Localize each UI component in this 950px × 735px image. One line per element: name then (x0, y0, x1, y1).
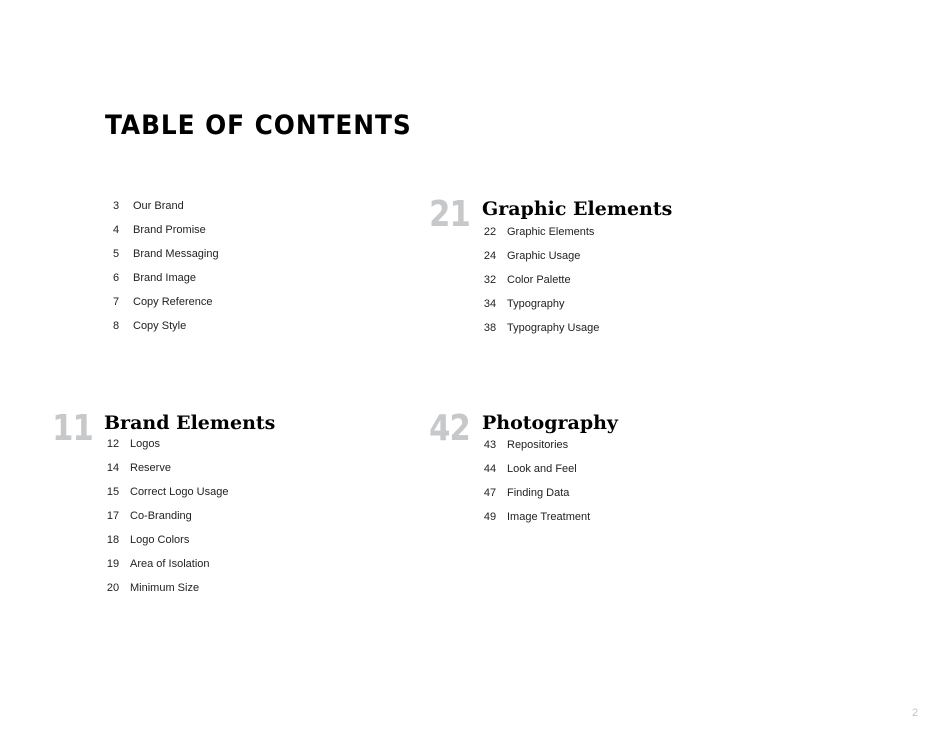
toc-page-number: 44 (483, 463, 497, 475)
toc-entry[interactable] (96, 480, 228, 504)
toc-page-number: 47 (483, 487, 497, 499)
intro-entries (99, 194, 219, 338)
section-number-graphic: 21 (429, 194, 470, 235)
toc-entry-label: Brand Image (133, 272, 196, 284)
photo-entries (473, 433, 590, 529)
toc-page-number: 43 (483, 439, 497, 451)
toc-entry-label: Logos (130, 438, 160, 450)
toc-page-number: 20 (106, 582, 120, 594)
toc-entry[interactable] (473, 481, 590, 505)
toc-entry-label: Co-Branding (130, 510, 192, 522)
toc-page-number: 34 (483, 298, 497, 310)
toc-entry[interactable] (473, 292, 599, 316)
toc-entry-label: Brand Promise (133, 224, 206, 236)
toc-entry-label: Typography (507, 298, 565, 310)
toc-page-number: 3 (112, 200, 120, 212)
toc-entry-label: Minimum Size (130, 582, 200, 594)
toc-page-number: 4 (112, 224, 120, 236)
toc-entry-label: Color Palette (507, 274, 571, 286)
toc-page-number: 8 (112, 320, 120, 332)
toc-page-number: 17 (106, 510, 120, 522)
toc-entry-label: Correct Logo Usage (130, 486, 229, 498)
toc-entry[interactable] (473, 457, 590, 481)
toc-page-number: 22 (483, 226, 497, 238)
toc-entry[interactable] (473, 433, 590, 457)
toc-entry[interactable] (99, 266, 219, 290)
toc-page-number: 19 (106, 558, 120, 570)
toc-page-number: 5 (112, 248, 120, 260)
toc-entry[interactable] (96, 456, 228, 480)
toc-page-number: 15 (106, 486, 120, 498)
toc-entry-label: Image Treatment (507, 511, 591, 523)
toc-page-number: 49 (483, 511, 497, 523)
toc-entry[interactable] (96, 432, 228, 456)
toc-entry[interactable] (473, 220, 599, 244)
toc-entry[interactable] (473, 505, 590, 529)
toc-entry[interactable] (99, 314, 219, 338)
toc-entry[interactable] (99, 242, 219, 266)
toc-entry[interactable] (96, 576, 228, 600)
section-title-brand: Brand Elements (104, 412, 276, 434)
toc-page-number: 12 (106, 438, 120, 450)
page-number: 2 (912, 707, 919, 719)
section-number-photo: 42 (429, 408, 470, 449)
toc-entry-label: Look and Feel (507, 463, 577, 475)
toc-entry[interactable] (99, 194, 219, 218)
toc-entry[interactable] (96, 552, 228, 576)
toc-entry-label: Graphic Elements (507, 226, 595, 238)
toc-entry-label: Graphic Usage (507, 250, 581, 262)
graphic-entries (473, 220, 599, 340)
toc-entry-label: Copy Style (133, 320, 187, 332)
toc-page-number: 18 (106, 534, 120, 546)
section-title-photo: Photography (482, 412, 618, 434)
toc-entry[interactable] (473, 268, 599, 292)
toc-entry-label: Brand Messaging (133, 248, 219, 260)
toc-entry-label: Finding Data (507, 487, 570, 499)
toc-entry[interactable] (473, 244, 599, 268)
toc-entry[interactable] (96, 528, 228, 552)
toc-entry[interactable] (473, 316, 599, 340)
toc-entry-label: Typography Usage (507, 322, 600, 334)
toc-entry[interactable] (96, 504, 228, 528)
toc-entry-label: Our Brand (133, 200, 184, 212)
toc-page-number: 14 (106, 462, 120, 474)
toc-entry-label: Reserve (130, 462, 171, 474)
toc-entry-label: Logo Colors (130, 534, 190, 546)
toc-page-number: 6 (112, 272, 120, 284)
toc-entry-label: Area of Isolation (130, 558, 210, 570)
toc-page-number: 7 (112, 296, 120, 308)
toc-page-number: 24 (483, 250, 497, 262)
section-title-graphic: Graphic Elements (482, 198, 673, 220)
toc-page-number: 38 (483, 322, 497, 334)
section-number-brand: 11 (52, 408, 93, 449)
page-title: TABLE OF CONTENTS (105, 110, 412, 141)
toc-entry[interactable] (99, 290, 219, 314)
toc-entry-label: Repositories (507, 439, 569, 451)
brand-entries (96, 432, 228, 600)
toc-page-number: 32 (483, 274, 497, 286)
toc-entry-label: Copy Reference (133, 296, 213, 308)
toc-entry[interactable] (99, 218, 219, 242)
